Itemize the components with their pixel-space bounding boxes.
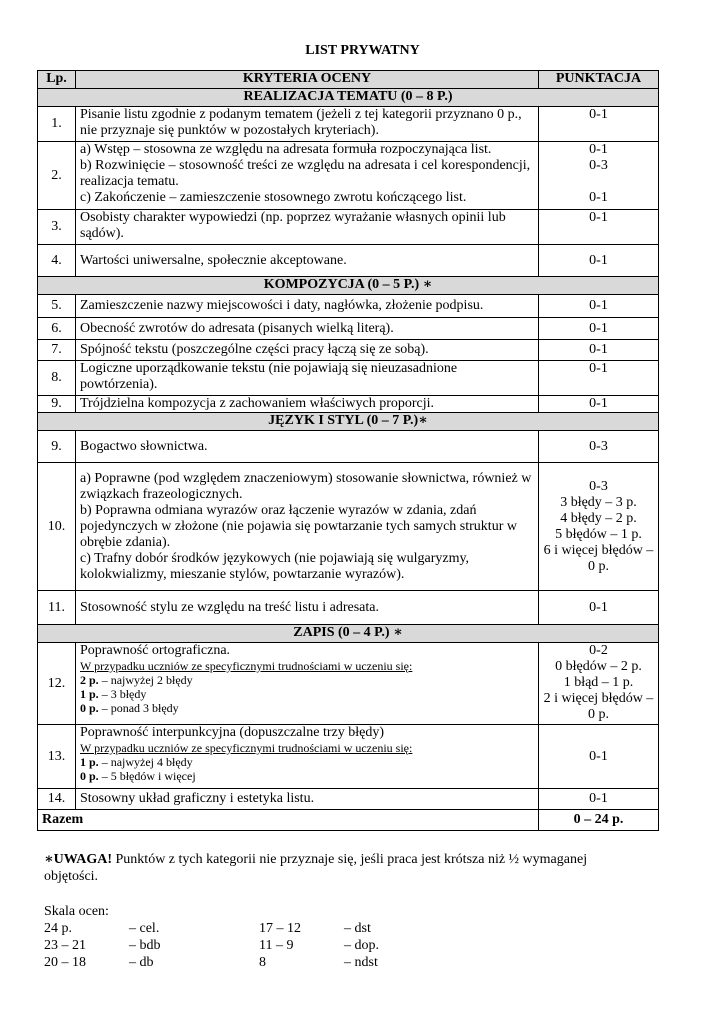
warning-note [44,851,644,885]
grading-scale-row [44,920,424,937]
criterion-line-points: 1 p. [80,755,99,769]
scale-grade: – db [129,955,154,970]
scale-range: 11 – 9 [259,938,294,953]
row-criterion: Stosowność stylu ze względu na treść listu i adresata. [76,591,539,625]
row-points: 0-1 [539,107,659,142]
scale-grade: – bdb [129,938,161,953]
criterion-line-text: – najwyżej 2 błędy [98,673,193,687]
table-row [38,396,659,413]
points-scale-2: 4 błędy – 2 p. [560,510,637,526]
row-points: 0-1 [539,245,659,277]
row-points: 0-1 [539,789,659,810]
section-kompozycja: KOMPOZYCJA (0 – 5 P.) ∗ [38,277,659,295]
table-row [38,431,659,463]
criterion-line [80,687,534,701]
criterion-part-a: a) Poprawne (pod względem znaczeniowym) stosowanie słownictwa, również w związkach frazeologicznych. [80,470,532,502]
row-number: 12. [38,643,76,725]
scale-range: 17 – 12 [259,921,301,936]
row-criterion: Stosowny układ graficzny i estetyka listu. [76,789,539,810]
scale-range: 24 p. [44,921,72,936]
row-number: 14. [38,789,76,810]
row-criterion [76,142,539,210]
row-criterion: Obecność zwrotów do adresata (pisanych wielką literą). [76,318,539,340]
section-zapis: ZAPIS (0 – 4 P.) ∗ [38,625,659,643]
table-row [38,142,659,210]
criterion-line [80,673,534,687]
criterion-line-points: 1 p. [80,687,99,701]
criterion-line-points: 0 p. [80,701,99,715]
warning-text: Punktów z tych kategorii nie przyznaje się, jeśli praca jest krótsza niż ½ wymaganej objętości. [44,852,588,884]
scale-grade: – ndst [344,955,378,970]
page-title: LIST PRYWATNY [305,43,420,58]
row-points: 0-1 [539,725,659,789]
row-points: 0-1 [539,591,659,625]
row-number: 8. [38,361,76,396]
table-row [38,107,659,142]
table-row [38,361,659,396]
row-number: 13. [38,725,76,789]
table-row [38,643,659,725]
scale-grade: – dst [344,921,371,936]
row-criterion: Pisanie listu zgodnie z podanym tematem (jeżeli z tej kategorii przyznano 0 p., nie przyznaje się punktów w pozostałych kryteriach). [76,107,539,142]
table-row [38,245,659,277]
criterion-line-points: 0 p. [80,769,99,783]
scale-grade: – cel. [129,921,160,936]
criterion-line-text: – ponad 3 błędy [98,701,179,715]
criterion-part-c: c) Trafny dobór środków językowych (nie pojawiają się wulgaryzmy, kolokwializmy, mieszanie stylów, powtarzanie wyrazów). [80,550,470,582]
total-row [38,810,659,831]
criterion-line-text: – 5 błędów i więcej [98,769,196,783]
header-lp: Lp. [38,71,76,89]
criterion-line-text: – najwyżej 4 błędy [98,755,193,769]
row-points: 0-1 [539,295,659,318]
row-number: 6. [38,318,76,340]
criterion-part-c: c) Zakończenie – zamieszczenie stosownego zwrotu kończącego list. [80,190,467,205]
points-a: 0-1 [589,142,608,157]
row-criterion [76,463,539,591]
points-scale-2: 1 błąd – 1 p. [563,675,634,690]
row-points [539,142,659,210]
row-number: 10. [38,463,76,591]
table-row [38,210,659,245]
points-range: 0-2 [589,643,608,658]
row-points: 0-1 [539,396,659,413]
total-points: 0 – 24 p. [539,810,659,831]
points-scale-1: 0 błędów – 2 p. [555,659,642,674]
row-criterion: Osobisty charakter wypowiedzi (np. poprzez wyrażanie własnych opinii lub sądów). [76,210,539,245]
header-criteria: KRYTERIA OCENY [76,71,539,89]
grading-scale [44,903,424,971]
points-scale-3: 2 i więcej błędów – 0 p. [543,691,654,722]
row-criterion [76,725,539,789]
criterion-subnote: W przypadku uczniów ze specyficznymi trudnościami w uczeniu się: [80,741,413,755]
criterion-title: Poprawność ortograficzna. [80,643,231,658]
table-row [38,340,659,361]
scale-range: 20 – 18 [44,955,86,970]
criterion-line-text: – 3 błędy [98,687,147,701]
header-points: PUNKTACJA [539,71,659,89]
row-number: 3. [38,210,76,245]
criterion-title: Poprawność interpunkcyjna (dopuszczalne trzy błędy) [80,725,385,740]
row-points: 0-1 [539,340,659,361]
section-jezyk-i-styl: JĘZYK I STYL (0 – 7 P.)∗ [38,413,659,431]
row-number: 11. [38,591,76,625]
section-realizacja: REALIZACJA TEMATU (0 – 8 P.) [38,89,659,107]
row-points: 0-1 [539,318,659,340]
table-row [38,591,659,625]
table-row [38,725,659,789]
grading-scale-row [44,937,424,954]
row-number: 5. [38,295,76,318]
criteria-table [37,70,659,831]
row-number: 2. [38,142,76,210]
criterion-line-points: 2 p. [80,673,99,687]
criterion-line [80,769,534,783]
row-criterion: Trójdzielna kompozycja z zachowaniem właściwych proporcji. [76,396,539,413]
total-label: Razem [38,810,539,831]
points-scale-1: 3 błędy – 3 p. [560,494,637,510]
row-number: 4. [38,245,76,277]
scale-range: 23 – 21 [44,938,86,953]
row-criterion: Zamieszczenie nazwy miejscowości i daty, nagłówka, złożenie podpisu. [76,295,539,318]
row-points: 0-1 [539,210,659,245]
row-points [539,463,659,591]
criterion-part-b: b) Poprawna odmiana wyrazów oraz łączenie wyrazów w zdania, zdań pojedynczych w złożone (nie pojawia się powtarzanie tych samych struktur w obrębie zdania). [80,502,517,550]
points-scale-3: 5 błędów – 1 p. [555,526,642,542]
row-criterion: Wartości uniwersalne, społecznie akceptowane. [76,245,539,277]
row-number: 9. [38,431,76,463]
points-scale-4: 6 i więcej błędów – 0 p. [543,542,654,574]
grading-scale-row [44,954,424,971]
table-row [38,463,659,591]
row-criterion: Spójność tekstu (poszczególne części pracy łączą się ze sobą). [76,340,539,361]
row-points: 0-1 [539,361,659,396]
scale-range: 8 [259,955,266,970]
criterion-line [80,701,534,715]
points-range: 0-3 [589,478,608,494]
scale-grade: – dop. [344,938,379,953]
warning-label: ∗UWAGA! [44,852,113,867]
criterion-line [80,755,534,769]
row-criterion [76,643,539,725]
grading-scale-label: Skala ocen: [44,904,109,919]
points-c: 0-1 [589,190,608,205]
table-row [38,789,659,810]
criterion-subnote: W przypadku uczniów ze specyficznymi trudnościami w uczeniu się: [80,659,413,673]
criterion-part-a: a) Wstęp – stosowna ze względu na adresata formuła rozpoczynająca list. [80,142,492,157]
row-number: 1. [38,107,76,142]
row-criterion: Bogactwo słownictwa. [76,431,539,463]
row-points: 0-3 [539,431,659,463]
points-b: 0-3 [589,158,608,173]
row-number: 7. [38,340,76,361]
criterion-part-b: b) Rozwinięcie – stosowność treści ze względu na adresata i cel korespondencji, realizacja tematu. [80,158,531,189]
row-points [539,643,659,725]
table-row [38,295,659,318]
table-header-row [38,71,659,89]
row-criterion: Logiczne uporządkowanie tekstu (nie pojawiają się nieuzasadnione powtórzenia). [76,361,539,396]
row-number: 9. [38,396,76,413]
table-row [38,318,659,340]
